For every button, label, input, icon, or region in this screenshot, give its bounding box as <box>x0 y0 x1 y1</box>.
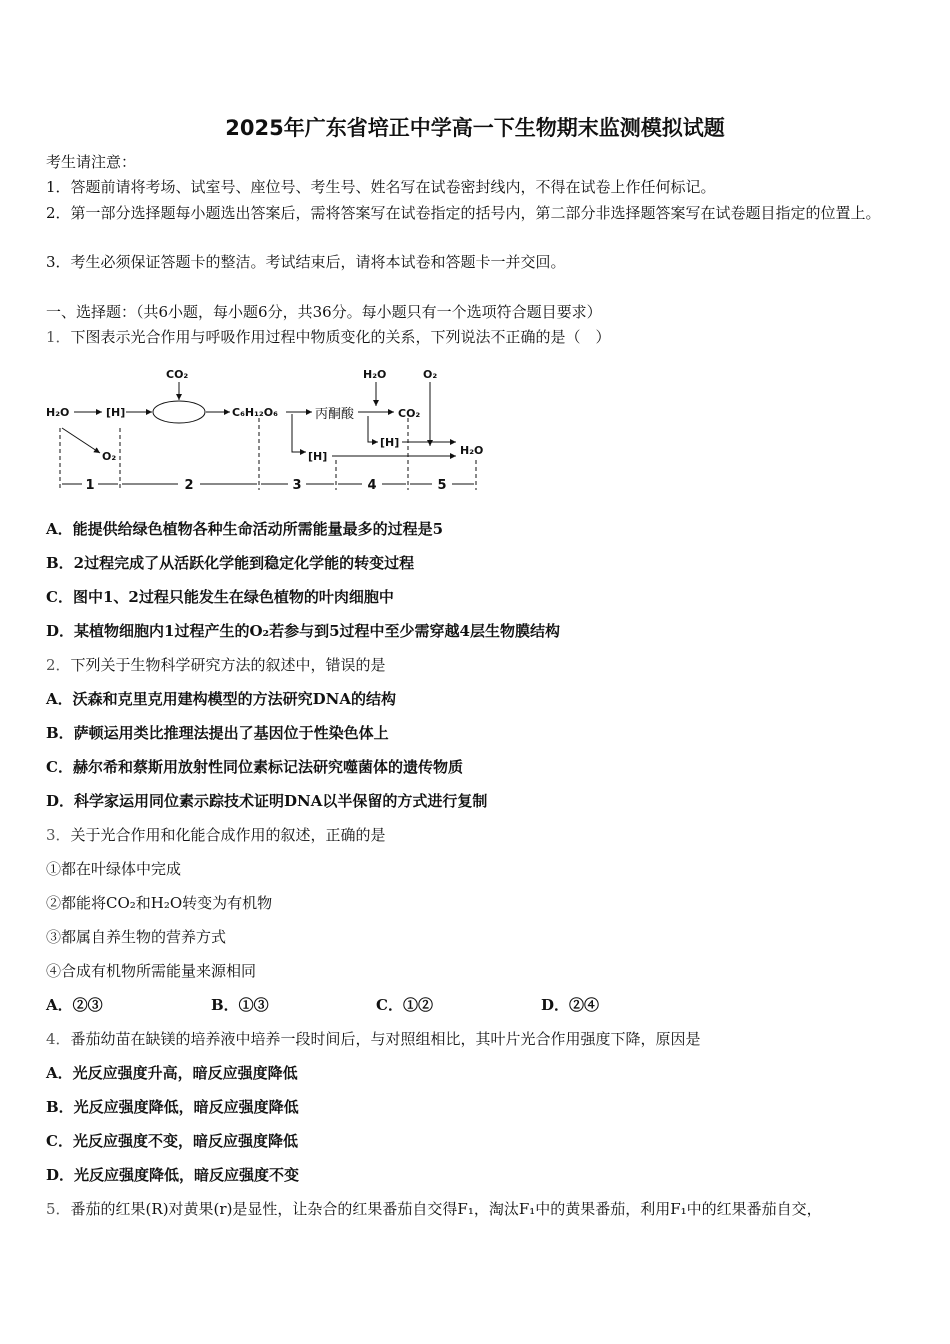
calvin-cycle-ellipse <box>153 401 205 423</box>
h-label-3: [H] <box>308 450 328 463</box>
q2-option-d: D．科学家运用同位素示踪技术证明DNA以半保留的方式进行复制 <box>46 792 488 810</box>
q3-option-a: A．②③ <box>46 996 103 1014</box>
q3-statement-3: ③都属自养生物的营养方式 <box>46 928 227 946</box>
question-number: 3． <box>46 826 71 844</box>
arrow-to-h-3 <box>292 414 306 452</box>
h-label-2: [H] <box>380 436 400 449</box>
question-1 <box>46 326 910 348</box>
q4-option-c: C．光反应强度不变，暗反应强度降低 <box>46 1132 298 1150</box>
q4-option-d: D．光反应强度降低，暗反应强度不变 <box>46 1166 300 1184</box>
page-title: 2025年广东省培正中学高一下生物期末监测模拟试题 <box>225 116 725 140</box>
question-stem: 下图表示光合作用与呼吸作用过程中物质变化的关系，下列说法不正确的是（ ） <box>70 328 611 346</box>
notice-item-3: 3．考生必须保证答题卡的整洁。考试结束后，请将本试卷和答题卡一并交回。 <box>46 253 566 271</box>
notice-item-2: 2．第一部分选择题每小题选出答案后，需将答案写在试卷指定的括号内，第二部分非选择题答案写在试卷题目指定的位置上。 <box>46 204 881 222</box>
q3-option-b: B．①③ <box>211 996 269 1014</box>
question-5 <box>46 1198 920 1220</box>
stage-5-label: 5 <box>437 478 447 493</box>
question-stem: 关于光合作用和化能合成作用的叙述，正确的是 <box>70 826 386 844</box>
q2-option-b: B．萨顿运用类比推理法提出了基因位于性染色体上 <box>46 724 389 742</box>
q3-statement-2: ②都能将CO₂和H₂O转变为有机物 <box>46 894 273 912</box>
question-stem: 番茄幼苗在缺镁的培养液中培养一段时间后，与对照组相比，其叶片光合作用强度下降，原因是 <box>70 1030 701 1048</box>
q3-option-c: C．①② <box>376 996 433 1014</box>
notice-item-1: 1．答题前请将考场、试室号、座位号、考生号、姓名写在试卷密封线内，不得在试卷上作任何标记。 <box>46 178 716 196</box>
question-stem: 番茄的红果(R)对黄果(r)是显性，让杂合的红果番茄自交得F₁，淘汰F₁中的黄果番茄，利用F₁中的红果番茄自交， <box>70 1200 822 1218</box>
co2-top-label: CO₂ <box>166 368 189 381</box>
glucose-label: C₆H₁₂O₆ <box>232 406 278 419</box>
q3-statement-1: ①都在叶绿体中完成 <box>46 860 182 878</box>
question-number: 4． <box>46 1030 71 1048</box>
stage-4-label: 4 <box>367 478 377 493</box>
question-number: 1． <box>46 328 71 346</box>
photosynthesis-respiration-diagram <box>40 362 500 498</box>
arrow-to-h-2 <box>368 416 378 442</box>
stage-2-label: 2 <box>184 478 194 493</box>
o2-bottom-label: O₂ <box>102 450 117 463</box>
q4-option-a: A．光反应强度升高，暗反应强度降低 <box>46 1064 298 1082</box>
q4-option-b: B．光反应强度降低，暗反应强度降低 <box>46 1098 299 1116</box>
stage-1-label: 1 <box>85 478 95 493</box>
q3-statement-4: ④合成有机物所需能量来源相同 <box>46 962 257 980</box>
h2o-left-label: H₂O <box>46 406 70 419</box>
q2-option-c: C．赫尔希和蔡斯用放射性同位素标记法研究噬菌体的遗传物质 <box>46 758 463 776</box>
question-4 <box>46 1028 910 1050</box>
q1-option-b: B．2过程完成了从活跃化学能到稳定化学能的转变过程 <box>46 554 415 572</box>
co2-right-label: CO₂ <box>398 407 421 420</box>
arrow-h2o-to-o2 <box>62 428 100 453</box>
section-heading: 一、选择题：（共6小题，每小题6分，共36分。每小题只有一个选项符合题目要求） <box>46 303 602 321</box>
question-3 <box>46 824 910 846</box>
h2o-top-label: H₂O <box>363 368 387 381</box>
notice-heading: 考生请注意： <box>46 153 137 171</box>
q1-option-c: C．图中1、2过程只能发生在绿色植物的叶肉细胞中 <box>46 588 394 606</box>
pyruvate-label: 丙酮酸 <box>315 407 355 422</box>
q3-option-d: D．②④ <box>541 996 600 1014</box>
stage-3-label: 3 <box>292 478 302 493</box>
question-stem: 下列关于生物科学研究方法的叙述中，错误的是 <box>70 656 386 674</box>
h2o-right-label: H₂O <box>460 444 484 457</box>
question-2 <box>46 654 910 676</box>
q1-option-d: D．某植物细胞内1过程产生的O₂若参与到5过程中至少需穿越4层生物膜结构 <box>46 622 560 640</box>
h-label-1: [H] <box>106 406 126 419</box>
q2-option-a: A．沃森和克里克用建构模型的方法研究DNA的结构 <box>46 690 396 708</box>
question-number: 2． <box>46 656 71 674</box>
q3-options <box>46 994 910 1016</box>
q1-option-a: A．能提供给绿色植物各种生命活动所需能量最多的过程是5 <box>46 520 444 538</box>
o2-top-label: O₂ <box>423 368 438 381</box>
question-number: 5． <box>46 1200 71 1218</box>
